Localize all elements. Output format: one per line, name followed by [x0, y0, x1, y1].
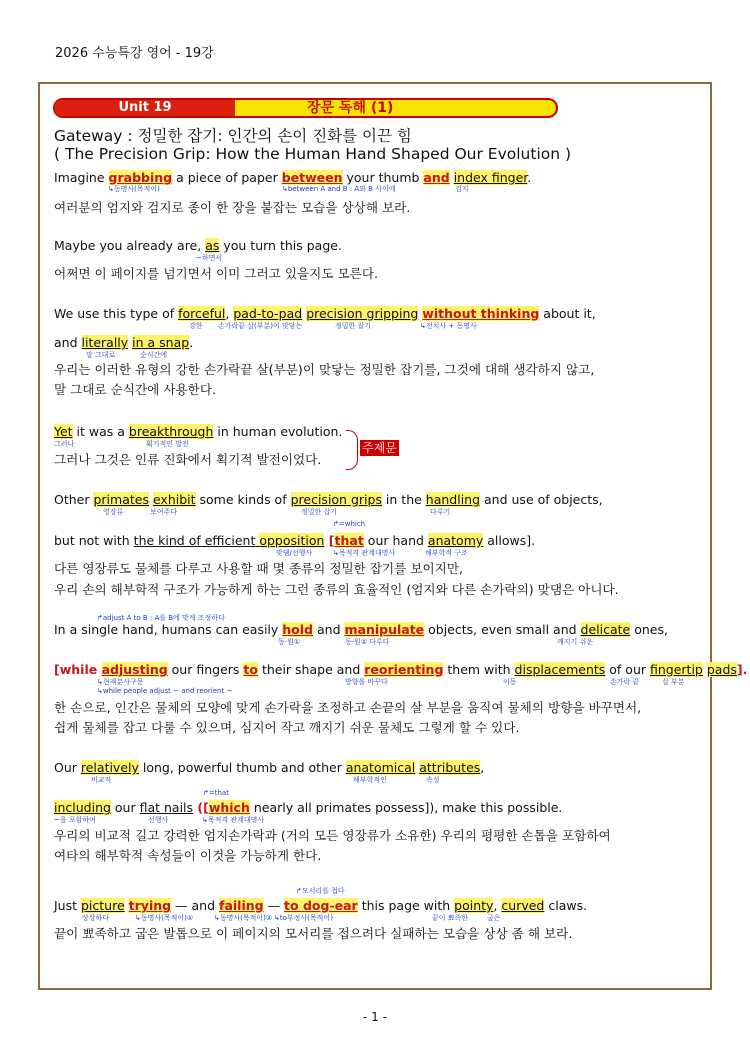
note: 영장류: [103, 508, 124, 516]
note: ↳동명사(목적어): [108, 185, 160, 193]
note: 동·원② 다루다: [345, 638, 390, 646]
note: 이동: [503, 678, 517, 686]
sentence-7-korean-2: 여타의 해부학적 속성들이 이것을 가능하게 한다.: [54, 848, 322, 863]
note: ↱=that: [203, 789, 229, 797]
sentence-6-english: In a single hand, humans can easily hold and manipulate objects, even small and delicate ones,: [54, 622, 668, 637]
note: 말 그대로: [86, 351, 116, 359]
note: 정밀한 잡기: [335, 322, 372, 330]
unit-banner: [53, 98, 558, 118]
note: 획기적인 발전: [146, 440, 189, 448]
topic-bracket: [346, 430, 358, 470]
note: ↳목적격 관계대명사: [202, 816, 265, 824]
note: ↳목적격 관계대명사: [333, 549, 396, 557]
note: ↳to부정사(목적어): [274, 914, 333, 922]
note: ↳between A and B : A와 B 사이에: [282, 185, 396, 193]
sentence-3-korean-2: 말 그대로 순식간에 사용한다.: [54, 382, 216, 397]
sentence-7-english-line2: including our flat nails ([which nearly all primates possess]), make this possible.: [54, 800, 563, 815]
note: 깨지기 쉬운: [557, 638, 594, 646]
note: 그러나: [54, 440, 75, 448]
sentence-4-english: Yet it was a breakthrough in human evolution.: [54, 424, 343, 439]
note: ↳동명사(목적어)①: [135, 914, 194, 922]
note: ↱adjust A to B : A를 B에 맞게 조정하다: [97, 614, 225, 622]
note: 상상하다: [82, 914, 110, 922]
sentence-8-english: Just picture trying — and failing — to dog-ear this page with pointy, curved claws.: [54, 898, 588, 913]
note: ↱=which: [333, 520, 366, 528]
note: 맞댐/선행사: [276, 549, 313, 557]
note: 검지: [455, 185, 469, 193]
note: 속성: [426, 776, 440, 784]
note: ↱모서리를 접다: [296, 887, 345, 895]
note: 비교적: [91, 776, 112, 784]
note: 손가락 끝: [610, 678, 640, 686]
note: ~을 포함하여: [54, 816, 96, 824]
note: 살 부분: [662, 678, 685, 686]
note: 다루기: [430, 508, 451, 516]
note: 끝이 뾰족한: [432, 914, 469, 922]
page-header: 2026 수능특강 영어 - 19강: [55, 46, 214, 61]
sentence-1-english: Imagine grabbing a piece of paper between your thumb and index finger.: [54, 170, 532, 185]
sentence-6-english-line2: [while adjusting our fingers to their shape and reorienting them with displacements of our fingertip pads].: [54, 662, 748, 677]
sentence-4-korean: 그러나 그것은 인류 진화에서 획기적 발전이었다.: [54, 452, 322, 467]
note: 손가락끝 살(부분)이 맞닿는: [218, 322, 303, 330]
note: 동·원①: [278, 638, 301, 646]
sentence-2-korean: 어쩌면 이 페이지를 넘기면서 이미 그러고 있을지도 모른다.: [54, 266, 378, 281]
title-english: ( The Precision Grip: How the Human Hand Shaped Our Evolution ): [54, 145, 572, 163]
note: 해부학적 구조: [425, 549, 468, 557]
sentence-3-english: We use this type of forceful, pad-to-pad precision gripping without thinking about it,: [54, 306, 596, 321]
sentence-2-english: Maybe you already are, as you turn this page.: [54, 238, 342, 253]
sentence-6-korean-1: 한 손으로, 인간은 물체의 모양에 맞게 손가락을 조정하고 손끝의 살 부분을 움직여 물체의 방향을 바꾸면서,: [54, 700, 642, 715]
note: ↳현재분사구문: [97, 678, 144, 686]
page-number: - 1 -: [363, 1010, 387, 1024]
note: 강한: [189, 322, 203, 330]
note: 굽은: [487, 914, 501, 922]
note: ~하면서: [196, 254, 223, 262]
sentence-5-korean-2: 우리 손의 해부학적 구조가 가능하게 하는 그런 종류의 효율적인 (엄지와 다른 손가락의) 맞댐은 아니다.: [54, 582, 619, 597]
sentence-6-korean-2: 쉽게 물체를 잡고 다룰 수 있으며, 심지어 작고 깨지기 쉬운 물체도 그렇게 할 수 있다.: [54, 720, 520, 735]
unit-title: 장문 독해 (1): [307, 100, 394, 116]
note: 해부학적인: [353, 776, 387, 784]
sentence-5-korean-1: 다른 영장류도 물체를 다루고 사용할 때 몇 종류의 정밀한 잡기를 보이지만,: [54, 561, 464, 576]
unit-label: Unit 19: [55, 100, 235, 116]
note: 선행사: [148, 816, 169, 824]
sentence-1-korean: 여러분의 엄지와 검지로 종이 한 장을 붙잡는 모습을 상상해 보라.: [54, 200, 411, 215]
note: 순식간에: [140, 351, 168, 359]
topic-sentence-label: 주제문: [362, 441, 397, 455]
sentence-5-english: Other primates exhibit some kinds of precision grips in the handling and use of objects,: [54, 492, 603, 507]
note: 방향을 바꾸다: [345, 678, 388, 686]
sentence-7-korean-1: 우리의 비교적 길고 강력한 엄지손가락과 (거의 모든 영장류가 소유한) 우리의 평평한 손톱을 포함하여: [54, 828, 611, 843]
sentence-8-korean: 끝이 뾰족하고 굽은 발톱으로 이 페이지의 모서리를 접으려다 실패하는 모습을 상상 좀 해 보라.: [54, 926, 573, 941]
title-korean: Gateway : 정밀한 잡기: 인간의 손이 진화를 이끈 힘: [54, 127, 412, 145]
sentence-3-korean-1: 우리는 이러한 유형의 강한 손가락끝 살(부분)이 맞닿는 정밀한 잡기를, 그것에 대해 생각하지 않고,: [54, 362, 595, 377]
note: 정밀한 잡기: [301, 508, 338, 516]
note: ↳전치사 + 동명사: [420, 322, 477, 330]
note: 보여주다: [150, 508, 178, 516]
sentence-5-english-line2: but not with the kind of efficient opposition [that our hand anatomy allows].: [54, 533, 536, 548]
sentence-3-english-line2: and literally in a snap.: [54, 335, 194, 350]
note: ↳while people adjust ~ and reorient ~: [97, 687, 233, 695]
sentence-7-english: Our relatively long, powerful thumb and other anatomical attributes,: [54, 760, 485, 775]
note: ↳동명사(목적어)②: [214, 914, 273, 922]
